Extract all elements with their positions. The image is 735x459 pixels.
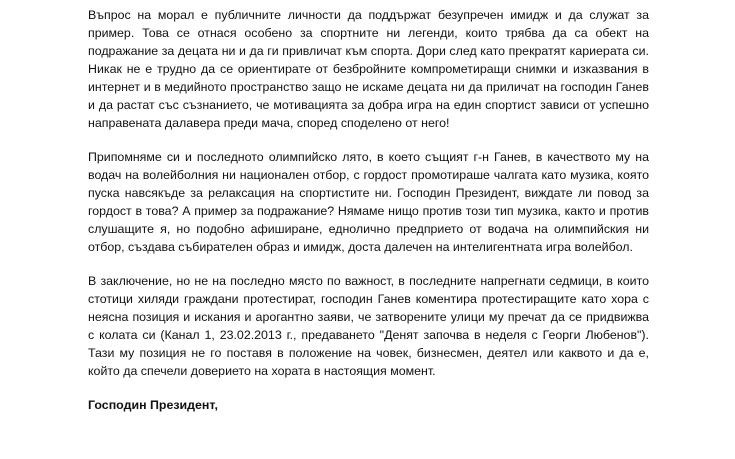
- paragraph-olympic-summer: Припомняме си и последното олимпийско лято, в което същият г-н Ганев, в качеството му на водач на волейболния ни национален отбор, с гордост промотираше чалгата като музика, която пуска навсякъде за релаксация на спортистите ни. Господин Президент, виждате ли повод за гордост в това? А пример за подражание? Нямаме нищо против този тип музика, както и против слушащите я, но подобно афиширане, еднолично предприето от водача на олимпийския ни отбор, създава събирателен образ и имидж, доста далечен на интелигентната игра волейбол.: [88, 150, 649, 254]
- salutation: Господин Президент,: [88, 398, 218, 412]
- paragraph-conclusion: В заключение, но не на последно място по важност, в последните напрегнати седмици, в които стотици хиляди граждани протестират, господин Ганев коментира протестиращите като хора с неясна позиция и искания и арогантно заяви, че затворените улици му пречат да се придвижва с колата си (Канал 1, 23.02.2013 г., предаването "Денят започва в неделя с Георги Любенов"). Тази му позиция не го поставя в положение на човек, бизнесмен, деятел или каквото и да е, който да спечели доверието на хората в настоящия момент.: [88, 274, 649, 378]
- paragraph-gap: [88, 380, 649, 396]
- paragraph-gap: [88, 132, 649, 148]
- paragraph-morality: Въпрос на морал е публичните личности да поддържат безупречен имидж и да служат за пример. Това се отнася особено за спортните ни легенди, които трябва да са обект на подражание за децата ни и да ги привличат към спорта. Дори след като прекратят кариерата си. Никак не е трудно да се ориентирате от безбройните компрометиращи снимки и изказвания в интернет и в медийното пространство защо не искаме децата ни да приличат на господин Ганев и да растат със съзнанието, че мотивацията за добра игра на един спортист зависи от успешно направената далавера преди мача, според споделено от него!: [88, 8, 649, 130]
- paragraph-gap: [88, 256, 649, 272]
